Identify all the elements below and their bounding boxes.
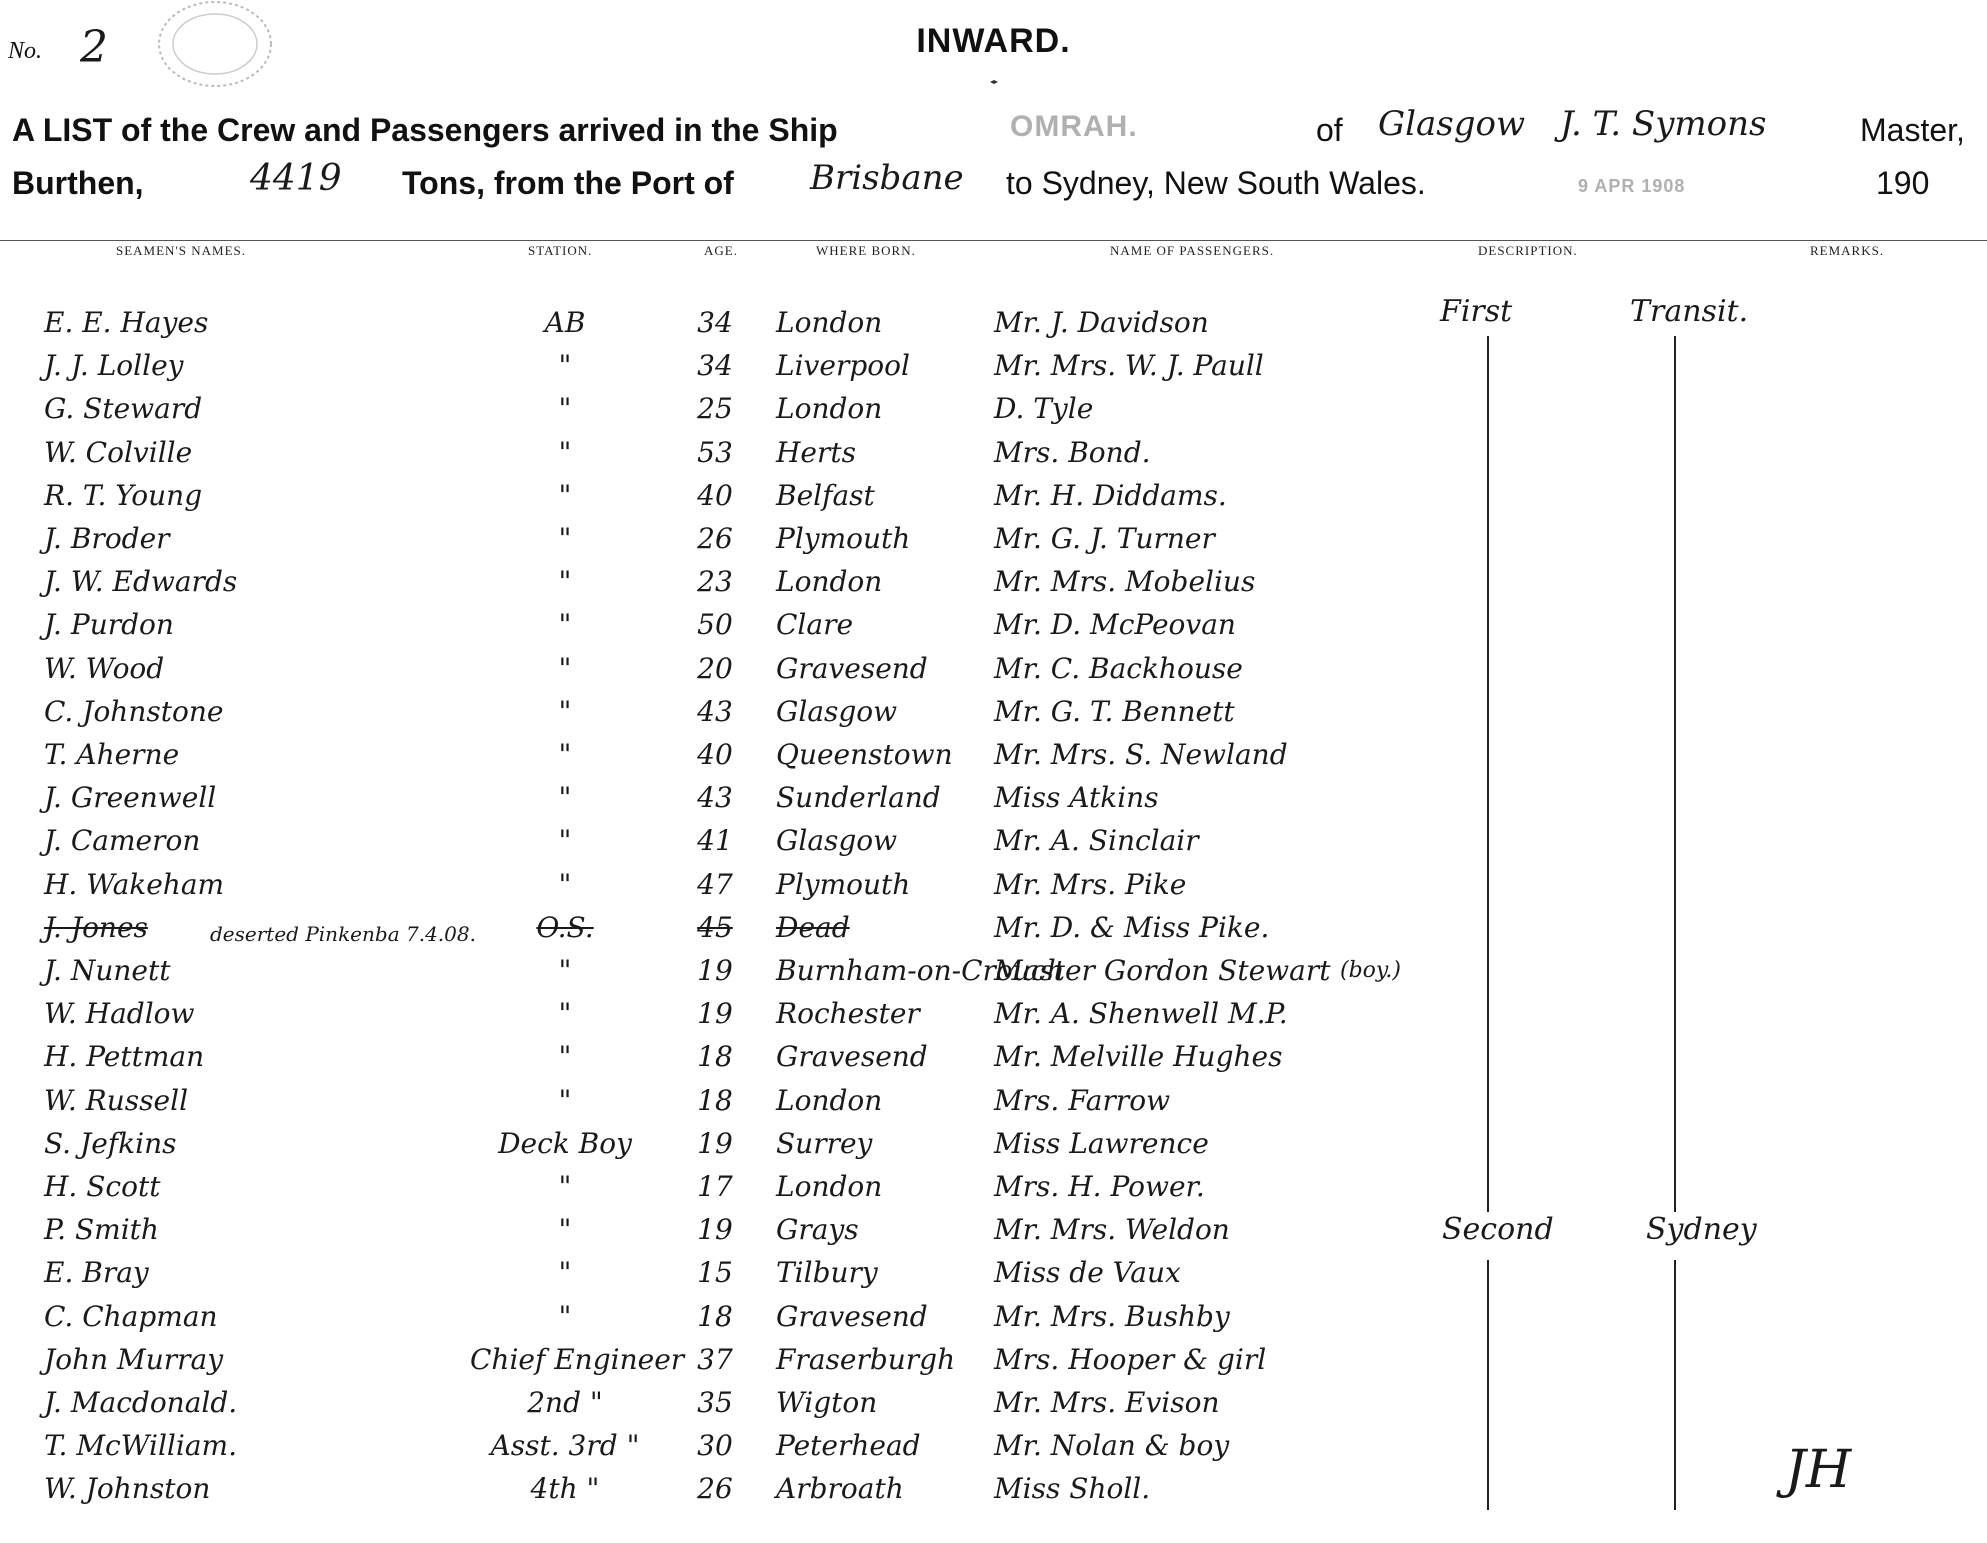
station: " [558, 1040, 572, 1074]
burthen-label: Burthen, [12, 165, 144, 201]
where-born: Glasgow [776, 824, 898, 858]
where-born: Peterhead [776, 1429, 921, 1463]
list-heading: A LIST of the Crew and Passengers arrived in the Ship [12, 112, 838, 148]
seaman-name: E. Bray [44, 1256, 149, 1290]
passenger-name: Mrs. Hooper & girl [994, 1342, 1267, 1376]
age: 23 [697, 565, 733, 599]
passenger-name: Master Gordon Stewart [994, 954, 1331, 987]
age: 25 [697, 392, 733, 426]
passenger-name: Mr. Mrs. Bushby [994, 1299, 1230, 1333]
table-row [0, 911, 1987, 951]
master-label: Master, [1860, 112, 1965, 148]
seaman-name: W. Colville [44, 435, 193, 469]
age: 43 [697, 781, 733, 815]
seaman-name: J. J. Lolley [44, 349, 184, 383]
description-second: Second [1436, 1212, 1560, 1247]
station: " [558, 435, 572, 469]
age: 18 [697, 1083, 733, 1117]
where-born: London [776, 565, 883, 599]
remarks-transit: Transit. [1630, 294, 1749, 329]
table-row [0, 392, 1987, 432]
seaman-name: T. Aherne [44, 738, 180, 771]
passenger-name: Mr. Mrs. W. J. Paull [994, 349, 1264, 383]
passenger-name: Mr. Nolan & boy [994, 1429, 1230, 1463]
table-row [0, 997, 1987, 1037]
table-row [0, 1343, 1987, 1383]
age: 30 [697, 1429, 733, 1463]
seaman-name: J. Nunett [44, 954, 171, 987]
col-age: AGE. [704, 243, 738, 258]
station: " [558, 651, 572, 685]
age: 18 [697, 1299, 733, 1333]
signature-initials: JH [1785, 1440, 1852, 1500]
station: " [558, 1299, 572, 1333]
passenger-name: Mr. A. Shenwell M.P. [994, 997, 1288, 1031]
age: 18 [697, 1040, 733, 1074]
where-born: Liverpool [776, 349, 910, 383]
tons-from-port-label: Tons, from the Port of [402, 165, 734, 201]
header-rule [0, 240, 1987, 241]
where-born: Plymouth [776, 867, 911, 901]
seaman-name: J. Purdon [44, 608, 174, 642]
seaman-name: E. E. Hayes [44, 306, 209, 339]
table-row [0, 479, 1987, 519]
table-row [0, 522, 1987, 562]
where-born: Glasgow [776, 694, 898, 728]
passenger-name: Mr. H. Diddams. [994, 478, 1227, 512]
date-stamp: 9 APR 1908 [1578, 176, 1686, 196]
seaman-name: J. Cameron [44, 824, 201, 858]
where-born: Surrey [776, 1126, 873, 1160]
from-port: Brisbane [810, 158, 964, 198]
passenger-name: Miss de Vaux [994, 1256, 1181, 1290]
table-row [0, 868, 1987, 908]
age: 43 [697, 694, 733, 728]
station: " [558, 478, 572, 512]
passenger-name: Mr. C. Backhouse [994, 651, 1243, 685]
seaman-name: J. Broder [44, 522, 170, 555]
seaman-name: W. Wood [44, 651, 165, 685]
where-born: Gravesend [776, 1040, 928, 1074]
passenger-name: Mr. G. J. Turner [994, 522, 1215, 555]
description-ditto-line-upper [1487, 336, 1489, 1226]
age: 34 [697, 306, 733, 339]
page-title: INWARD. [916, 22, 1071, 60]
seaman-name: P. Smith [44, 1213, 159, 1247]
age: 20 [697, 651, 733, 685]
where-born: London [776, 392, 883, 426]
station: " [558, 954, 572, 987]
passenger-name: Mr. Mrs. Evison [994, 1386, 1220, 1419]
table-row [0, 1300, 1987, 1340]
where-born: Sunderland [776, 781, 941, 815]
divider-ornament [966, 80, 1022, 84]
remarks-ditto-line-lower [1674, 1260, 1676, 1510]
passenger-name: Mr. A. Sinclair [994, 824, 1199, 858]
where-born: Arbroath [776, 1472, 904, 1506]
table-row [0, 608, 1987, 648]
table-row [0, 1170, 1987, 1210]
station: " [558, 349, 572, 383]
where-born: Grays [776, 1213, 859, 1247]
station: 2nd " [527, 1386, 603, 1419]
seaman-name: W. Russell [44, 1083, 189, 1117]
table-row [0, 1472, 1987, 1512]
passenger-name: Mr. D. & Miss Pike. [994, 910, 1270, 944]
seaman-name: T. McWilliam. [44, 1429, 237, 1463]
where-born: Queenstown [776, 738, 953, 771]
remarks-sydney: Sydney [1640, 1212, 1763, 1247]
table-row [0, 824, 1987, 864]
seaman-name: H. Pettman [44, 1040, 205, 1074]
station: " [558, 1213, 572, 1247]
ship-name-stamp: OMRAH. [1010, 110, 1138, 143]
col-station: STATION. [528, 243, 593, 258]
station: " [558, 997, 572, 1031]
passenger-name: Mr. Mrs. Mobelius [994, 565, 1256, 599]
tonnage-value: 4419 [250, 158, 342, 199]
remarks-ditto-line-upper [1674, 336, 1676, 1226]
description-first: First [1440, 294, 1513, 329]
where-born: Belfast [776, 478, 875, 512]
table-row [0, 1084, 1987, 1124]
table-row [0, 349, 1987, 389]
seaman-name: G. Steward [44, 392, 203, 426]
where-born: Plymouth [776, 522, 911, 555]
seaman-name: C. Chapman [44, 1299, 218, 1333]
where-born: Herts [776, 435, 856, 469]
where-born: Fraserburgh [776, 1342, 956, 1376]
station: O.S. [536, 910, 594, 944]
where-born: Gravesend [776, 1299, 928, 1333]
table-row [0, 954, 1987, 994]
table-row [0, 1429, 1987, 1469]
port-of-registry: Glasgow [1378, 104, 1526, 144]
passenger-name: Mr. Melville Hughes [994, 1040, 1283, 1074]
station: 4th " [530, 1472, 600, 1506]
col-where-born: WHERE BORN. [816, 243, 916, 258]
passenger-name: Mrs. Bond. [994, 435, 1151, 469]
where-born: Clare [776, 608, 854, 642]
age: 41 [697, 824, 733, 858]
seaman-name: R. T. Young [44, 478, 203, 512]
age: 35 [697, 1386, 733, 1419]
station: Chief Engineer [470, 1342, 685, 1376]
table-row [0, 1040, 1987, 1080]
where-born: London [776, 306, 883, 339]
seaman-name: J. W. Edwards [44, 565, 238, 599]
table-row [0, 781, 1987, 821]
station: AB [544, 306, 586, 339]
seaman-name: H. Wakeham [44, 867, 225, 901]
table-row [0, 1386, 1987, 1426]
station: " [558, 738, 572, 771]
table-row [0, 1256, 1987, 1296]
crew-note: deserted Pinkenba 7.4.08. [210, 921, 476, 946]
where-born: Gravesend [776, 651, 928, 685]
table-row [0, 652, 1987, 692]
station: " [558, 522, 572, 555]
number-value: 2 [80, 22, 108, 73]
station: " [558, 1256, 572, 1290]
col-remarks: REMARKS. [1810, 243, 1885, 258]
destination-label: to Sydney, New South Wales. [1006, 165, 1426, 201]
description-ditto-line-lower [1487, 1260, 1489, 1510]
table-row [0, 565, 1987, 605]
passenger-name: Mr. D. McPeovan [994, 608, 1236, 642]
age: 19 [697, 997, 733, 1031]
passenger-name: Mrs. Farrow [994, 1083, 1171, 1117]
station: Deck Boy [498, 1126, 632, 1160]
station: " [558, 608, 572, 642]
passenger-name: Mrs. H. Power. [994, 1170, 1205, 1203]
station: " [558, 694, 572, 728]
table-row [0, 436, 1987, 476]
col-description: DESCRIPTION. [1478, 243, 1578, 258]
age: 37 [697, 1342, 733, 1376]
seaman-name: J. Jones [44, 910, 148, 944]
age: 19 [697, 1213, 733, 1247]
seaman-name: J. Macdonald. [44, 1386, 238, 1419]
passenger-name: Miss Atkins [994, 781, 1159, 815]
where-born: Wigton [776, 1386, 878, 1419]
passenger-name: Mr. Mrs. Weldon [994, 1213, 1230, 1247]
age: 53 [697, 435, 733, 469]
where-born: Tilbury [776, 1256, 878, 1290]
station: " [558, 565, 572, 599]
passenger-name: Mr. J. Davidson [994, 306, 1209, 339]
age: 34 [697, 349, 733, 383]
age: 47 [697, 867, 733, 901]
seaman-name: S. Jefkins [44, 1126, 177, 1160]
table-row [0, 695, 1987, 735]
passenger-note: (boy.) [1340, 958, 1401, 983]
number-label: No. [8, 38, 43, 64]
year-prefix: 190 [1876, 165, 1930, 201]
seaman-name: H. Scott [44, 1170, 161, 1203]
where-born: London [776, 1170, 883, 1203]
where-born: Burnham-on-Crouch [776, 954, 1065, 987]
passenger-name: Mr. Mrs. Pike [994, 867, 1187, 901]
seaman-name: W. Hadlow [44, 997, 195, 1031]
where-born: London [776, 1083, 883, 1117]
station: " [558, 781, 572, 815]
table-row [0, 1127, 1987, 1167]
seaman-name: John Murray [44, 1342, 224, 1376]
age: 40 [697, 738, 733, 771]
station: " [558, 1170, 572, 1203]
age: 26 [697, 522, 733, 555]
station: " [558, 392, 572, 426]
age: 50 [697, 608, 733, 642]
age: 45 [697, 910, 733, 944]
col-passenger-names: NAME OF PASSENGERS. [1110, 243, 1275, 258]
passenger-name: Mr. Mrs. S. Newland [994, 738, 1288, 771]
master-name: J. T. Symons [1560, 104, 1767, 144]
passenger-name: D. Tyle [994, 392, 1094, 426]
passenger-name: Mr. G. T. Bennett [994, 694, 1235, 728]
station: " [558, 824, 572, 858]
seaman-name: C. Johnstone [44, 694, 224, 728]
age: 19 [697, 954, 733, 987]
age: 15 [697, 1256, 733, 1290]
where-born: Dead [776, 910, 850, 944]
age: 40 [697, 478, 733, 512]
age: 26 [697, 1472, 733, 1506]
station: Asst. 3rd " [490, 1429, 640, 1463]
where-born: Rochester [776, 997, 920, 1031]
of-label: of [1316, 112, 1343, 148]
station: " [558, 867, 572, 901]
age: 17 [697, 1170, 733, 1203]
table-row [0, 738, 1987, 778]
passenger-name: Miss Sholl. [994, 1472, 1151, 1506]
seaman-name: J. Greenwell [44, 781, 217, 815]
col-seamen-names: SEAMEN'S NAMES. [116, 243, 247, 258]
passenger-name: Miss Lawrence [994, 1126, 1209, 1160]
seaman-name: W. Johnston [44, 1472, 211, 1506]
age: 19 [697, 1126, 733, 1160]
station: " [558, 1083, 572, 1117]
